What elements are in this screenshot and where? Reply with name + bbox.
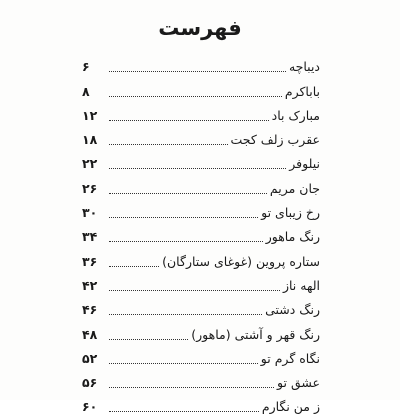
dot-leader [109, 193, 267, 194]
toc-row [82, 318, 320, 342]
toc-page-number: ۴۸ [82, 326, 98, 342]
toc-row [82, 270, 320, 294]
toc-page-number: ۴۶ [82, 302, 98, 318]
dot-leader [109, 168, 286, 169]
toc-row [82, 343, 320, 367]
toc-entry-title: ز من نگارم [261, 399, 320, 415]
dot-leader [109, 120, 269, 121]
toc-entry-title: باباکرم [284, 83, 320, 99]
dot-leader [109, 290, 280, 291]
toc-page-number: ۶۰ [82, 399, 98, 415]
toc-entry-title: رنگ دشتی [265, 302, 320, 318]
toc-row [82, 100, 320, 124]
toc-page-number: ۳۴ [82, 229, 98, 245]
toc-entry-title: جان مریم [269, 180, 320, 196]
dot-leader [109, 71, 286, 72]
toc-row [82, 172, 320, 196]
toc-entry-title: نگاه گرم تو [260, 350, 320, 366]
dot-leader [109, 411, 259, 412]
toc-row [82, 221, 320, 245]
toc-entry-title: عقرب زلف کجت [230, 132, 320, 148]
toc-entry-title: الهه ناز [282, 277, 320, 293]
toc-row [82, 391, 320, 415]
dot-leader [109, 314, 262, 315]
dot-leader [109, 363, 258, 364]
toc-page-number: ۲۶ [82, 180, 98, 196]
toc-row [82, 124, 320, 148]
toc-row [82, 367, 320, 391]
toc-entry-title: عشق تو [277, 375, 320, 391]
dot-leader [109, 339, 188, 340]
toc-row [82, 294, 320, 318]
toc-row [82, 245, 320, 269]
dot-leader [109, 217, 258, 218]
dot-leader [109, 266, 159, 267]
toc-row [82, 148, 320, 172]
toc-entry-title: رخ زیبای تو [261, 205, 320, 221]
toc-page-number: ۵۶ [82, 375, 98, 391]
toc-page-number: ۳۶ [82, 253, 98, 269]
toc-page-number: ۱۸ [82, 132, 98, 148]
toc-entry-title: رنگ قهر و آشتی (ماهور) [191, 326, 320, 342]
dot-leader [109, 241, 263, 242]
toc-entry-title: ستاره پروین (غوغای ستارگان) [162, 253, 320, 269]
toc-title: فهرست [158, 16, 242, 40]
toc-entry-title: نیلوفر [289, 156, 320, 172]
toc-page-number: ۴۲ [82, 277, 98, 293]
toc-entry-title: رنگ ماهور [265, 229, 320, 245]
toc-page-number: ۲۲ [82, 156, 98, 172]
toc-page-number: ۸ [82, 83, 90, 99]
dot-leader [109, 144, 228, 145]
toc-row [82, 51, 320, 75]
toc-page-number: ۵۲ [82, 350, 98, 366]
toc-list [82, 51, 320, 415]
toc-entry-title: دیباچه [288, 59, 320, 75]
toc-page-number: ۶ [82, 59, 90, 75]
toc-row [82, 197, 320, 221]
toc-row [82, 75, 320, 99]
toc-entry-title: مبارک باد [271, 107, 320, 123]
dot-leader [109, 96, 282, 97]
dot-leader [109, 387, 274, 388]
toc-page-number: ۱۲ [82, 107, 98, 123]
toc-page-number: ۳۰ [82, 205, 98, 221]
